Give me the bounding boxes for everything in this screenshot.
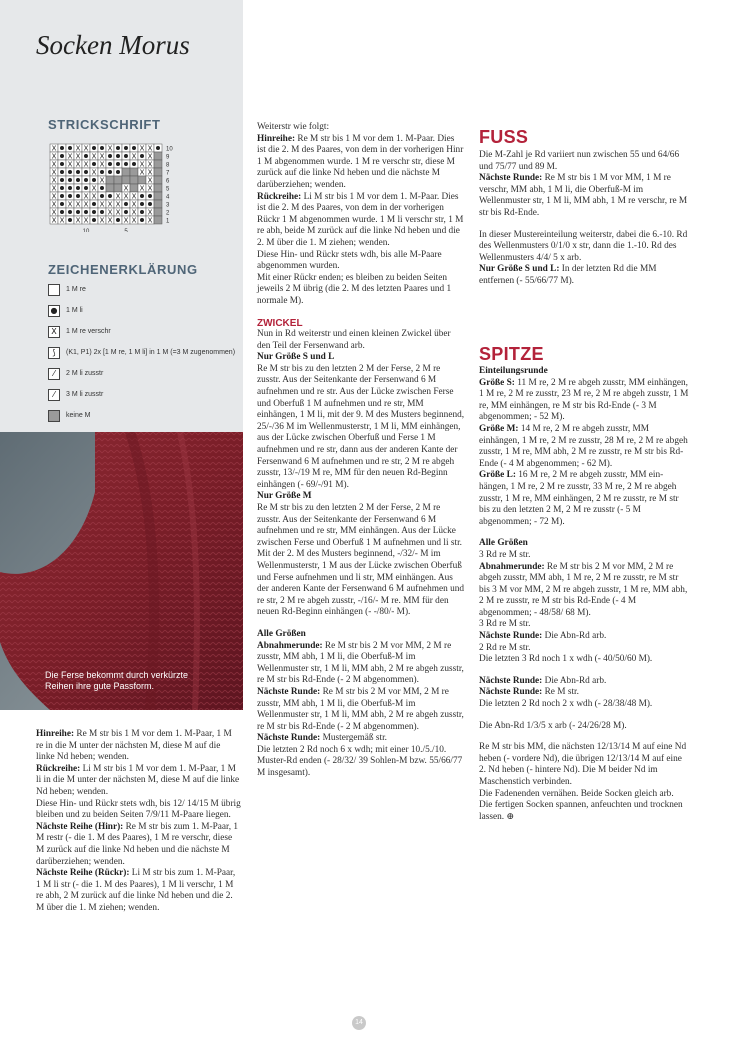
- chart-cell: [154, 200, 162, 208]
- page-title: Socken Morus: [36, 30, 190, 60]
- paragraph: Mit einer Rückr enden; es bleiben zu beiden Seiten jeweils 2 M übrig (die 2. M des letzten Paares und 1 normale M).: [257, 272, 452, 306]
- stitch-dot: [92, 218, 96, 222]
- stitch-mark: X: [51, 168, 57, 177]
- stitch-mark: X: [107, 208, 113, 217]
- stitch-dot: [92, 178, 96, 182]
- section-heading: ZWICKEL: [257, 317, 303, 329]
- stitch-dot: [76, 210, 80, 214]
- knitting-chart: [48, 142, 178, 232]
- chart-cell: [122, 168, 130, 176]
- stitch-dot: [76, 170, 80, 174]
- paragraph: Diese Hin- und Rückr stets wdh, bis alle M-Paare abgenommen wurden.: [257, 249, 442, 272]
- legend-item: [48, 342, 238, 363]
- stitch-dot: [108, 162, 112, 166]
- legend-label: 1 M re verschr: [66, 328, 111, 335]
- bold-lead: Nächste Runde:: [257, 686, 321, 697]
- stitch-mark: X: [147, 208, 153, 217]
- stitch-mark: X: [147, 176, 153, 185]
- bold-lead: Nächste Runde:: [479, 173, 543, 184]
- paragraph: Diese Hin- und Rückr stets wdh, bis 12/ 14/15 M übrig bleiben und zu beiden Seiten 7/9/11 M-Paare liegen.: [36, 798, 241, 821]
- paragraph: Nächste Runde: Mustergemäß str.: [257, 733, 387, 744]
- spacer: [479, 528, 689, 538]
- stitch-dot: [108, 170, 112, 174]
- stitch-dot: [116, 154, 120, 158]
- stitch-mark: X: [139, 160, 145, 169]
- stitch-mark: X: [115, 200, 121, 209]
- bold-lead: Größe M:: [479, 423, 519, 434]
- bold-lead: Nächste Runde:: [257, 733, 321, 744]
- stitch-mark: X: [115, 208, 121, 217]
- chart-cell: [106, 176, 114, 184]
- stitch-dot: [124, 146, 128, 150]
- text-column-3a: [479, 150, 689, 288]
- chart-col-number: 10: [82, 229, 90, 232]
- stitch-dot: [84, 154, 88, 158]
- paragraph: Nächste Runde: Die Abn-Rd arb.: [479, 631, 607, 642]
- stitch-mark: X: [147, 152, 153, 161]
- stitch-mark: X: [99, 152, 105, 161]
- chart-cell: [106, 184, 114, 192]
- stitch-dot: [100, 194, 104, 198]
- paragraph: 3 Rd re M str.: [479, 619, 531, 630]
- stitch-dot: [60, 202, 64, 206]
- stitch-mark: X: [131, 152, 137, 161]
- chart-row-number: 5: [166, 186, 170, 193]
- paragraph: Nächste Reihe (Hinr): Re M str bis zum 1. M-Paar, 1 M restr (- die 1. M des Paares), 1 M re verschr, diese M zurück auf die linke Nd heben und die nächste M darüberziehen; wenden.: [36, 821, 239, 867]
- stitch-dot: [60, 170, 64, 174]
- stitch-dot: [140, 218, 144, 222]
- stitch-mark: X: [91, 152, 97, 161]
- stitch-mark: X: [131, 208, 137, 217]
- paragraph: Die Fadenenden vernähen. Beide Socken gleich arb. Die fertigen Socken spannen, anfeuchten und trocknen lassen. ⊕: [479, 788, 683, 822]
- legend-item: [48, 321, 238, 342]
- spacer: [257, 308, 465, 318]
- chart-cell: [122, 176, 130, 184]
- paragraph: Nächste Runde: Re M str bis 1 M vor MM, 1 M re verschr, MM abh, 1 M li, die Oberfuß-M im Wellenmuster str, 1 M li, MM abh, 1 M re verschr, re M str bis Rd-Ende.: [479, 173, 688, 218]
- paragraph: Größe M: 14 M re, 2 M re abgeh zusstr, MM einhängen, 1 M re, 2 M re zusstr, 28 M re, 2 M re abgeh zusstr, 1 M re, MM abh, 2 M re zusstr, re M str bis Rd-Ende (- 4 M abgenommen; - 62 M).: [479, 423, 688, 469]
- paragraph: Nur Größe S und L: In der letzten Rd die MM entfernen (- 55/66/77 M).: [479, 264, 657, 286]
- legend-item: [48, 279, 238, 300]
- legend-symbol-icon: [48, 410, 60, 422]
- chart-cell: [130, 184, 138, 192]
- chart-row-number: 3: [166, 202, 170, 209]
- stitch-mark: X: [67, 200, 73, 209]
- chart-heading: STRICKSCHRIFT: [48, 117, 161, 132]
- stitch-dot: [84, 178, 88, 182]
- bold-lead: Nur Größe M: [257, 491, 312, 502]
- legend-item: [48, 405, 238, 426]
- paragraph: Rückreihe: Li M str bis 1 M vor dem 1. M-Paar, 1 M li in die M unter der nächsten M, diese M auf die linke Nd heben; wenden.: [36, 763, 240, 797]
- paragraph: Weiterstr wie folgt:: [257, 122, 330, 132]
- paragraph: Hinreihe: Re M str bis 1 M vor dem 1. M-Paar, 1 M re in die M unter der nächsten M, diese M auf die linke Nd heben; wenden.: [36, 729, 232, 763]
- stitch-mark: X: [99, 216, 105, 225]
- stitch-dot: [68, 170, 72, 174]
- legend-item: [48, 384, 238, 405]
- paragraph: Abnahmerunde: Re M str bis 2 M vor MM, 2 M re abgeh zusstr, MM abh, 1 M re, 2 M re zusstr, re M str bis 3 M vor MM, 2 M re abgeh zusstr, 1 M re, MM abh, 2 M re zusstr, re M str bis Rd-Ende (- 4 M abgenommen; - 48/58/ 68 M).: [479, 561, 688, 618]
- legend-label: (K1, P1) 2x [1 M re, 1 M li] in 1 M (=3 M zugenommen): [66, 349, 236, 356]
- legend-label: keine M: [66, 412, 91, 419]
- chart-row-number: 6: [166, 178, 170, 185]
- stitch-mark: X: [131, 192, 137, 201]
- stitch-mark: X: [99, 176, 105, 185]
- stitch-mark: X: [75, 144, 81, 153]
- stitch-mark: X: [107, 144, 113, 153]
- chart-cell: [154, 176, 162, 184]
- stitch-mark: X: [51, 176, 57, 185]
- paragraph: Nächste Reihe (Rückr): Li M str bis zum 1. M-Paar, 1 M li str (- die 1. M des Paares), 1 M li verschr, 1 M re abh, 2 M zurück auf die linke Nd heben und die 2. M über die 1. M ziehen; wenden.: [36, 868, 236, 913]
- stitch-dot: [92, 202, 96, 206]
- stitch-mark: X: [99, 200, 105, 209]
- stitch-mark: X: [83, 192, 89, 201]
- stitch-dot: [76, 178, 80, 182]
- chart-row-number: 1: [166, 218, 170, 225]
- stitch-dot: [108, 194, 112, 198]
- stitch-dot: [100, 170, 104, 174]
- paragraph: [257, 491, 465, 503]
- paragraph: Nächste Runde: Die Abn-Rd arb.: [479, 675, 607, 686]
- legend-item: [48, 300, 238, 321]
- legend-label: 1 M li: [66, 307, 83, 314]
- stitch-mark: X: [51, 184, 57, 193]
- chart-row-number: 7: [166, 170, 170, 177]
- stitch-mark: X: [75, 160, 81, 169]
- stitch-dot: [100, 210, 104, 214]
- stitch-mark: X: [91, 184, 97, 193]
- spitze-heading: SPITZE: [479, 344, 544, 364]
- stitch-dot: [68, 210, 72, 214]
- stitch-dot: [84, 210, 88, 214]
- stitch-dot: [116, 162, 120, 166]
- stitch-mark: X: [67, 160, 73, 169]
- chart-cell: [130, 176, 138, 184]
- legend-symbol-icon: [48, 284, 60, 296]
- chart-cell: [154, 184, 162, 192]
- stitch-mark: X: [83, 200, 89, 209]
- stitch-mark: X: [99, 160, 105, 169]
- stitch-dot: [92, 162, 96, 166]
- stitch-dot: [140, 210, 144, 214]
- legend-item: [48, 363, 238, 384]
- paragraph: 3 Rd re M str.: [479, 549, 531, 560]
- stitch-dot: [76, 194, 80, 198]
- chart-row-number: 2: [166, 210, 170, 217]
- stitch-dot: [60, 154, 64, 158]
- paragraph: [257, 352, 465, 364]
- stitch-mark: X: [139, 184, 145, 193]
- stitch-mark: X: [75, 152, 81, 161]
- stitch-dot: [140, 194, 144, 198]
- chart-row-number: 8: [166, 162, 170, 169]
- stitch-dot: [60, 210, 64, 214]
- paragraph: Die letzten 3 Rd noch 1 x wdh (- 40/50/60 M).: [479, 654, 653, 665]
- stitch-dot: [116, 146, 120, 150]
- stitch-dot: [132, 146, 136, 150]
- stitch-mark: X: [107, 200, 113, 209]
- stitch-dot: [60, 162, 64, 166]
- chart-cell: [154, 160, 162, 168]
- photo-caption: Die Ferse bekommt durch verkürzte Reihen ihre gute Passform.: [45, 670, 189, 691]
- chart-cell: [154, 192, 162, 200]
- stitch-dot: [124, 154, 128, 158]
- stitch-mark: X: [51, 216, 57, 225]
- legend-label: 2 M li zusstr: [66, 370, 104, 377]
- stitch-mark: X: [123, 184, 129, 193]
- bold-lead: Alle Größen: [479, 538, 528, 549]
- chart-cell: [154, 168, 162, 176]
- paragraph: Rückreihe: Li M str bis 1 M vor dem 1. M-Paar. Dies ist die 2. M des Paares, von dem in der vorherigen Rückr 1 M abgenommen wurde. 1 M li verschr str, 1 M re abh, beide M zurück auf die linke Nd heben und die 2. M über die 1. M ziehen; wenden.: [257, 191, 464, 248]
- fuss-heading: FUSS: [479, 127, 529, 147]
- stitch-dot: [148, 194, 152, 198]
- stitch-dot: [140, 202, 144, 206]
- stitch-dot: [60, 186, 64, 190]
- paragraph: Hinreihe: Re M str bis 1 M vor dem 1. M-Paar. Dies ist die 2. M des Paares, von dem in der vorherigen Hinr 1 M abgenommen wurde. 1 M re verschr str, diese M zurück auf die linke Nd heben und die nächste M darüberziehen; wenden.: [257, 133, 464, 190]
- paragraph: 2 Rd re M str.: [479, 642, 531, 653]
- paragraph: Re M str bis MM, die nächsten 12/13/14 M auf eine Nd heben (- vordere Nd), die übrigen 12/13/14 M auf eine 2. Nd heben (- hintere Nd). Die M beider Nd im Maschenstich verbinden.: [479, 742, 687, 787]
- chart-row-number: 10: [166, 146, 173, 153]
- stitch-mark: X: [83, 216, 89, 225]
- chart-row-number: 4: [166, 194, 170, 201]
- paragraph: Die letzten 2 Rd noch 6 x wdh; mit einer 10./5./10. Muster-Rd enden (- 28/32/ 39 Sohlen-M bzw. 55/66/77 M insgesamt).: [257, 744, 463, 779]
- stitch-mark: X: [67, 152, 73, 161]
- stitch-dot: [68, 178, 72, 182]
- stitch-dot: [60, 194, 64, 198]
- stitch-dot: [84, 170, 88, 174]
- stitch-mark: X: [51, 192, 57, 201]
- spacer: [479, 711, 689, 721]
- stitch-mark: X: [139, 168, 145, 177]
- legend-symbol-icon: X: [48, 326, 60, 338]
- bold-lead: Rückreihe:: [36, 763, 81, 774]
- stitch-dot: [124, 202, 128, 206]
- stitch-mark: X: [147, 160, 153, 169]
- spacer: [479, 220, 689, 230]
- paragraph: Die M-Zahl je Rd variiert nun zwischen 55 und 64/66 und 75/77 und 89 M.: [479, 150, 680, 172]
- legend-symbol-icon: ⁄: [48, 368, 60, 380]
- stitch-dot: [68, 218, 72, 222]
- bold-lead: Einteilungsrunde: [479, 366, 548, 376]
- paragraph: Größe S: 11 M re, 2 M re abgeh zusstr, MM einhängen, 1 M re, 2 M re zusstr, 23 M re, 2 M re abgeh zusstr, 1 M re, MM einhängen, re M str bis Rd-Ende (- 3 M abgenommen; - 52 M).: [479, 377, 689, 423]
- paragraph: Re M str bis zu den letzten 2 M der Ferse, 2 M re zusstr. Aus der Seitenkante der Fersenwand 6 M aufnehmen und re str, MM einhängen. Aus der Lücke zwischen Ferse und Oberfuß 1 M aufnehmen und li str. Mit der 2. M des Musters beginnend, -/32/- M im Wellenmusterstr, 1 M aus der Lücke zwischen Oberfuß und Ferse aufnehmen und li str, MM einhängen. Aus der anderen Kante der Fersenwand 6 M aufnehmen und re str, 2 M re abgeh zusstr, -/16/- M re. MM für den neuen Rd-Beginn einhängen (- -/80/- M).: [257, 503, 465, 618]
- bold-lead: Alle Größen: [257, 628, 306, 639]
- paragraph: Nächste Runde: Re M str.: [479, 687, 579, 698]
- legend-symbol-icon: ●: [48, 305, 60, 317]
- chart-cell: [154, 208, 162, 216]
- bold-lead: Größe L:: [479, 470, 516, 481]
- bold-lead: Nur Größe S und L: [257, 352, 335, 363]
- stitch-mark: X: [51, 200, 57, 209]
- chart-cell: [114, 184, 122, 192]
- spacer: [479, 666, 689, 676]
- text-column-2: [257, 122, 465, 780]
- stitch-dot: [132, 162, 136, 166]
- stitch-dot: [100, 146, 104, 150]
- chart-cell: [138, 176, 146, 184]
- stitch-mark: X: [115, 192, 121, 201]
- stitch-mark: X: [147, 184, 153, 193]
- bold-lead: Rückreihe:: [257, 191, 302, 202]
- stitch-dot: [84, 186, 88, 190]
- text-column-3b: [479, 366, 689, 823]
- stitch-dot: [100, 186, 104, 190]
- stitch-mark: X: [139, 144, 145, 153]
- stitch-mark: X: [75, 200, 81, 209]
- legend: [48, 279, 238, 426]
- stitch-dot: [60, 178, 64, 182]
- bold-lead: Nächste Reihe (Rückr):: [36, 868, 130, 879]
- stitch-mark: X: [51, 160, 57, 169]
- bold-lead: Hinreihe:: [36, 729, 75, 739]
- bold-lead: Nächste Runde:: [479, 675, 543, 686]
- stitch-mark: X: [83, 144, 89, 153]
- stitch-mark: X: [91, 168, 97, 177]
- chart-cell: [114, 176, 122, 184]
- text-column-1: [36, 729, 241, 915]
- legend-symbol-icon: ⁄: [48, 389, 60, 401]
- paragraph: Nun in Rd weiterstr und einen kleinen Zwickel über den Teil der Fersenwand arb.: [257, 329, 451, 351]
- stitch-mark: X: [51, 208, 57, 217]
- bold-lead: Nur Größe S und L:: [479, 264, 560, 275]
- sock-photo: [0, 432, 243, 710]
- paragraph: Abnahmerunde: Re M str bis 2 M vor MM, 2 M re zusstr, MM abh, 1 M li, die Oberfuß-M im Wellenmuster str, 1 M li, MM abh, 2 M re abgeh zusstr, re M str bis Rd-Ende (- 2 M abgenommen).: [257, 640, 464, 686]
- paragraph: [479, 538, 689, 550]
- stitch-mark: X: [59, 216, 65, 225]
- chart-col-number: 5: [124, 229, 128, 232]
- bold-lead: Hinreihe:: [257, 133, 296, 144]
- stitch-mark: X: [51, 144, 57, 153]
- stitch-dot: [124, 210, 128, 214]
- bold-lead: Nächste Runde:: [479, 687, 543, 698]
- stitch-mark: X: [123, 216, 129, 225]
- chart-row-number: 9: [166, 154, 170, 161]
- bold-lead: Abnahmerunde:: [257, 640, 323, 651]
- stitch-mark: X: [123, 192, 129, 201]
- stitch-dot: [68, 186, 72, 190]
- spacer: [479, 732, 689, 742]
- stitch-mark: X: [131, 200, 137, 209]
- page-number: 14: [352, 1016, 366, 1030]
- bold-lead: Größe S:: [479, 377, 515, 388]
- stitch-dot: [108, 154, 112, 158]
- legend-label: 3 M li zusstr: [66, 391, 104, 398]
- stitch-mark: X: [147, 168, 153, 177]
- legend-heading: ZEICHENERKLÄRUNG: [48, 262, 198, 277]
- stitch-mark: X: [91, 192, 97, 201]
- stitch-mark: X: [131, 216, 137, 225]
- stitch-dot: [124, 162, 128, 166]
- stitch-dot: [116, 170, 120, 174]
- stitch-dot: [140, 154, 144, 158]
- stitch-mark: X: [147, 216, 153, 225]
- stitch-dot: [76, 186, 80, 190]
- stitch-dot: [92, 210, 96, 214]
- legend-symbol-icon: ⟆: [48, 347, 60, 359]
- chart-cell: [154, 216, 162, 224]
- bold-lead: Nächste Reihe (Hinr):: [36, 821, 124, 832]
- stitch-dot: [116, 218, 120, 222]
- paragraph: In dieser Mustereinteilung weiterstr, dabei die 6.-10. Rd des Wellenmusters 0/1/0 x str, dann die 1.-10. Rd des Wellenmusters 4/4/ 5 x arb.: [479, 229, 688, 263]
- paragraph: [479, 366, 689, 378]
- chart-cell: [154, 152, 162, 160]
- stitch-dot: [68, 146, 72, 150]
- stitch-dot: [156, 146, 160, 150]
- stitch-mark: X: [51, 152, 57, 161]
- stitch-dot: [92, 146, 96, 150]
- stitch-mark: X: [75, 216, 81, 225]
- paragraph: [257, 629, 465, 641]
- paragraph: Re M str bis zu den letzten 2 M der Ferse, 2 M re zusstr. Aus der Seitenkante der Fersenwand 6 M aufnehmen und re str. Aus der Lücke zwischen Ferse und Oberfuß 1 M aufnehmen und re str, MM einhängen, 1 M li, mit der 9. M des Musters beginnend, 25/-/36 M im Wellenmusterstr, 1 M li, MM einhängen, aus der Lücke zwischen Oberfuß und Ferse 1 M aufnehmen und re str, dann aus der anderen Kante der Fersenwand 6 M aufnehmen und re str, 2 M re abgeh zusstr, 13/-/19 M re, MM für den neuen Rd-Beginn einhängen (- 69/-/91 M).: [257, 363, 465, 490]
- paragraph: Größe L: 16 M re, 2 M re abgeh zusstr, MM einhängen, 1 M re, 2 M re zusstr, 33 M re, 2 M re abgeh zusstr, 1 M re, MM einhängen, 2 M re zusstr, re M str bis zu den letzten 2 M, 2 M re zusstr (- 5 M abgenommen; - 72 M).: [479, 470, 679, 527]
- stitch-dot: [68, 194, 72, 198]
- paragraph: Nächste Runde: Re M str bis 2 M vor MM, 2 M re zusstr, MM abh, 1 M li, die Oberfuß-M im Wellenmuster str, 1 M li, MM abh, 2 M re abgeh zusstr, re M str bis Rd-Ende (- 2 M abgenommen).: [257, 686, 464, 732]
- spacer: [257, 619, 465, 629]
- stitch-mark: X: [147, 144, 153, 153]
- stitch-dot: [148, 202, 152, 206]
- paragraph: Die Abn-Rd 1/3/5 x arb (- 24/26/28 M).: [479, 720, 627, 731]
- chart-cell: [130, 168, 138, 176]
- stitch-mark: X: [83, 160, 89, 169]
- bold-lead: Abnahmerunde:: [479, 561, 545, 572]
- paragraph: Die letzten 2 Rd noch 2 x wdh (- 28/38/48 M).: [479, 699, 653, 710]
- stitch-mark: X: [107, 216, 113, 225]
- legend-label: 1 M re: [66, 286, 86, 293]
- stitch-dot: [60, 146, 64, 150]
- bold-lead: Nächste Runde:: [479, 631, 543, 642]
